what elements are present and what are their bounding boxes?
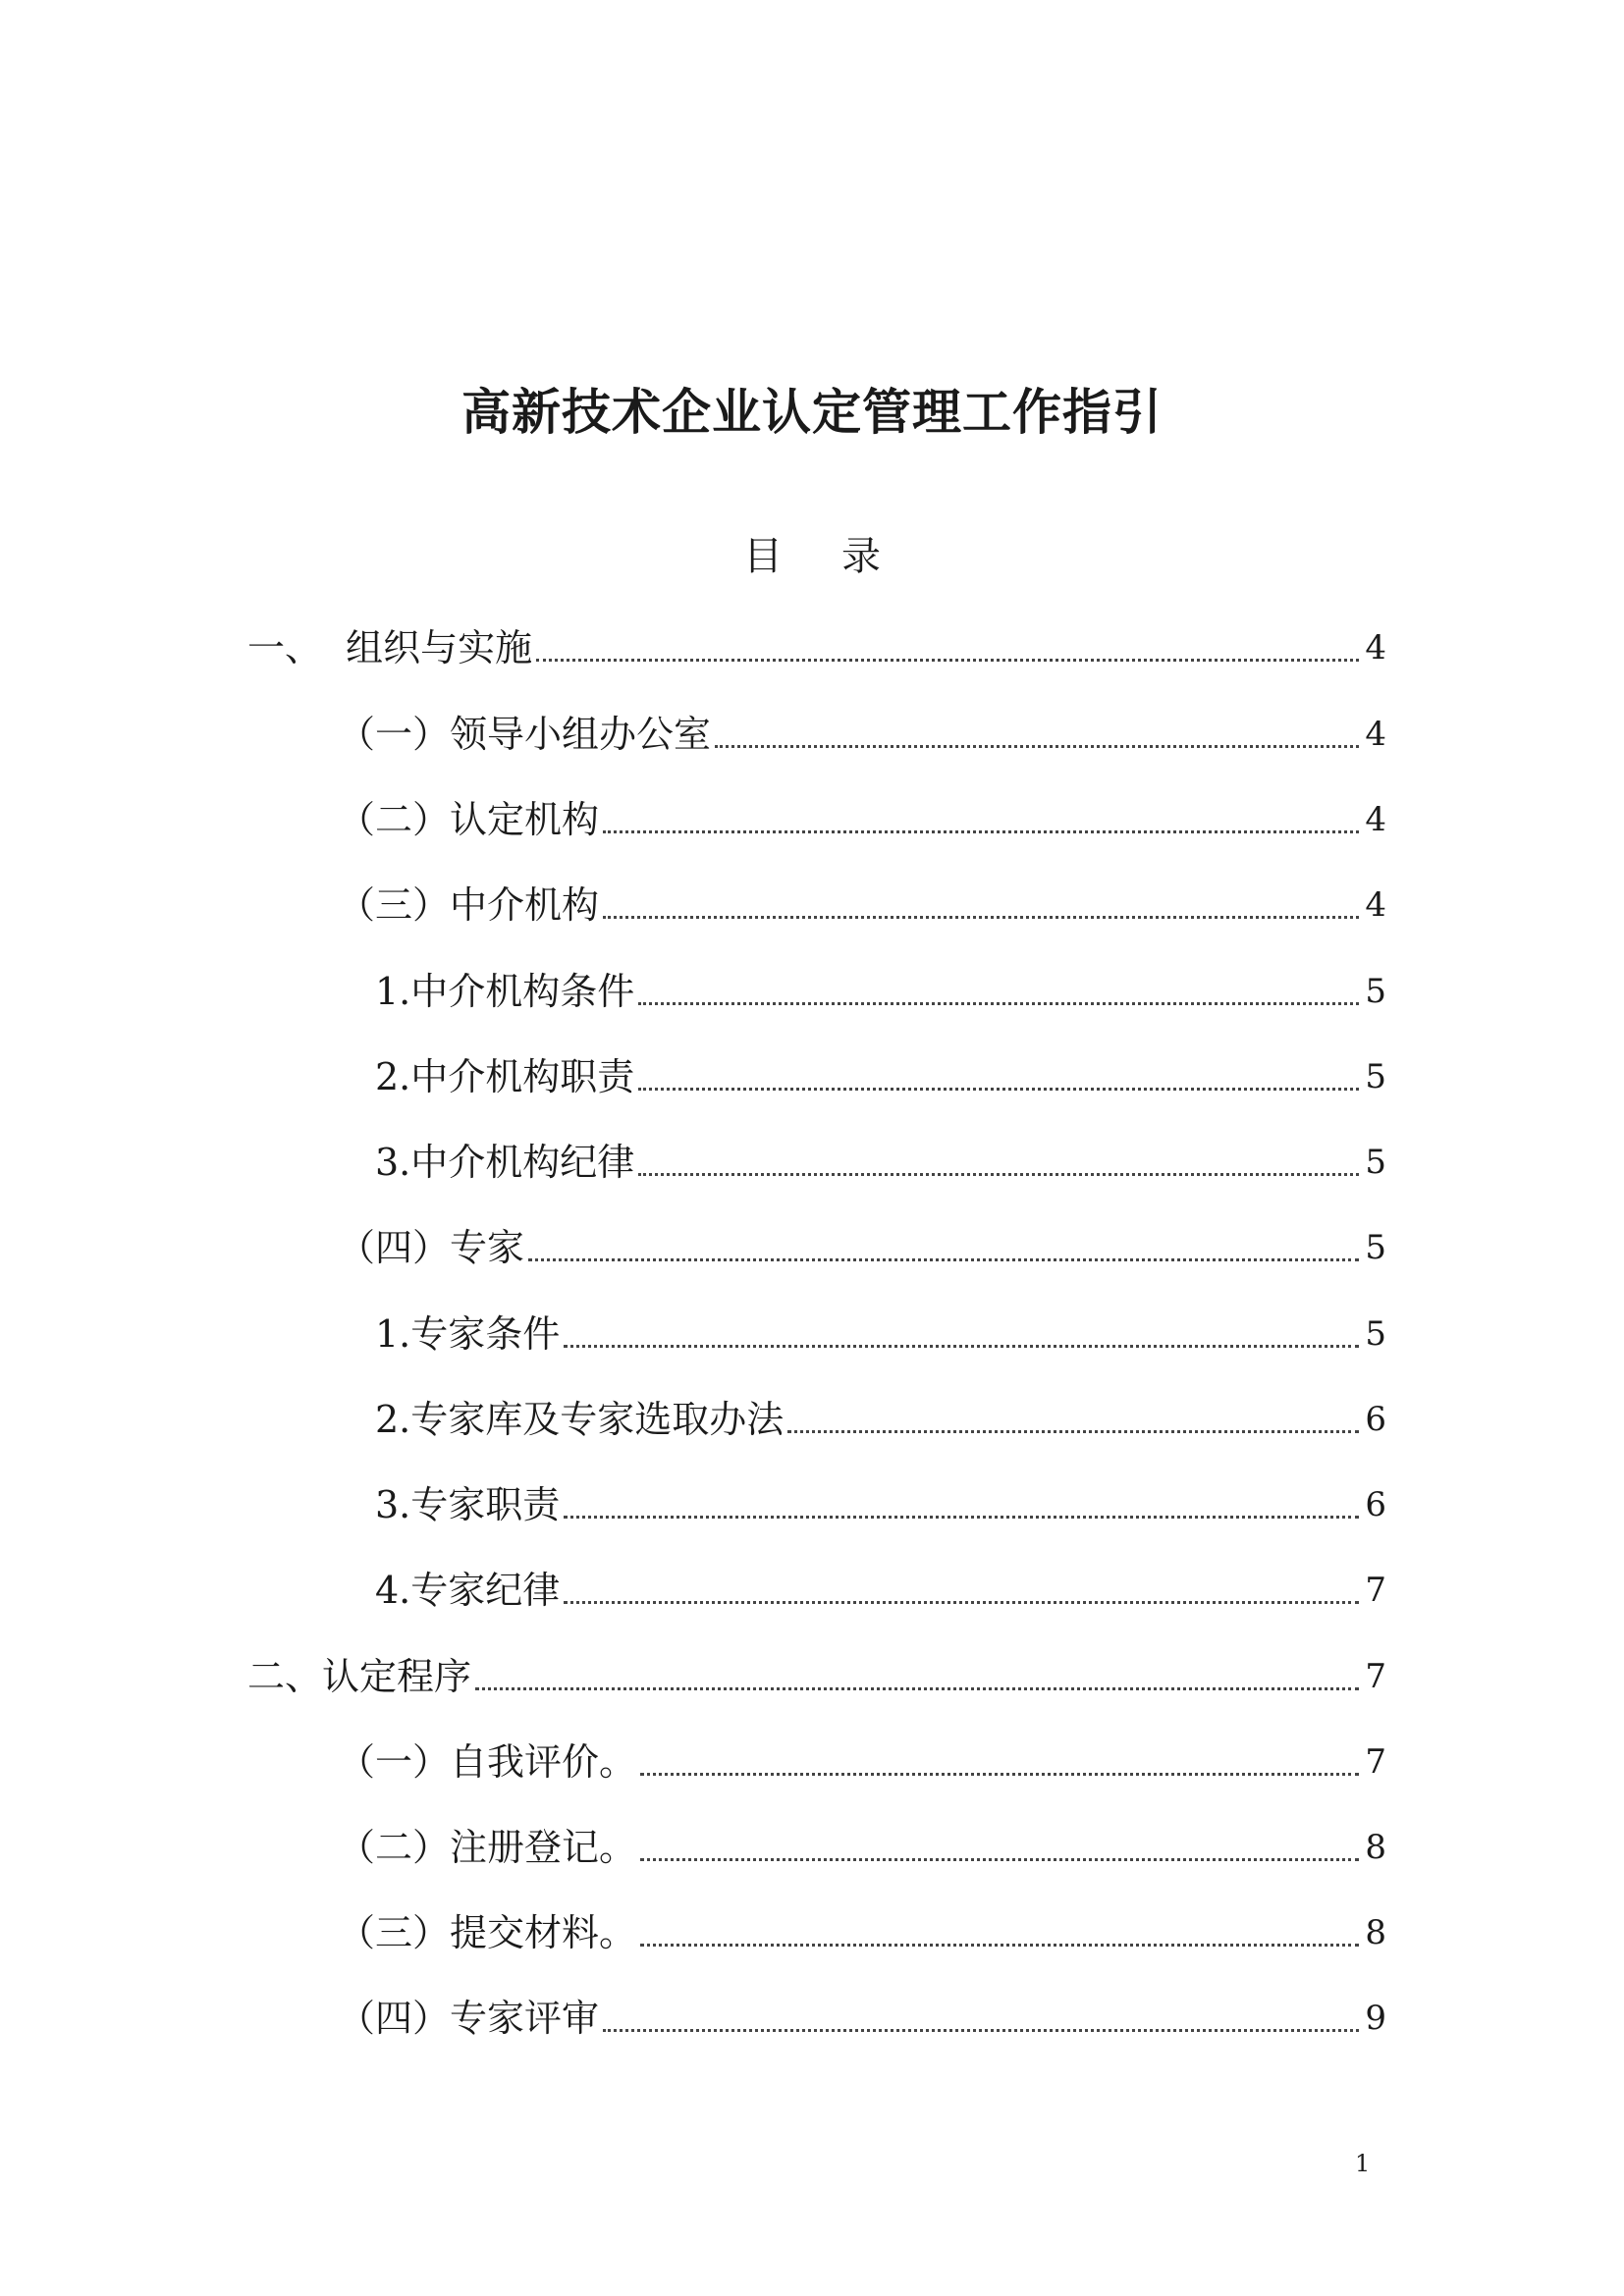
toc-entry-page: 4	[1365, 885, 1386, 925]
toc-entry-page: 4	[1365, 628, 1386, 667]
toc-entry-page: 6	[1365, 1485, 1386, 1524]
toc-entry[interactable]	[375, 1135, 1386, 1190]
toc-leader-dots	[475, 1687, 1359, 1690]
toc-leader-dots	[603, 2029, 1359, 2032]
toc-entry-page: 5	[1365, 1143, 1386, 1182]
toc-leader-dots	[603, 916, 1359, 919]
toc-entry-page: 5	[1365, 1314, 1386, 1354]
toc-leader-dots	[564, 1601, 1359, 1604]
page-number: 1	[1355, 2150, 1371, 2177]
toc-entry-page: 7	[1365, 1742, 1386, 1782]
toc-entry[interactable]	[338, 792, 1386, 847]
toc-entry-label: （四）专家	[338, 1226, 525, 1269]
toc-leader-dots	[787, 1430, 1359, 1433]
toc-leader-dots	[536, 659, 1359, 662]
toc-entry-label: 4.专家纪律	[375, 1569, 561, 1612]
toc-entry-label: （三）提交材料。	[338, 1911, 637, 1954]
toc-entry[interactable]	[338, 1905, 1386, 1960]
toc-entry-page: 9	[1365, 1999, 1386, 2038]
toc-entry-page: 4	[1365, 715, 1386, 754]
toc-leader-dots	[640, 1944, 1359, 1947]
toc-entry-page: 5	[1365, 972, 1386, 1011]
toc-heading-left: 目	[743, 534, 783, 579]
toc-entry-label: （二）注册登记。	[338, 1826, 637, 1869]
toc-entry-label: 2.专家库及专家选取办法	[375, 1398, 785, 1441]
toc-entry-label: 3.中介机构纪律	[375, 1141, 635, 1184]
toc-leader-dots	[715, 745, 1359, 748]
toc-entry[interactable]	[247, 620, 1386, 675]
toc-entry-label: 组织与实施	[346, 626, 533, 669]
toc-entry-label: （四）专家评审	[338, 1997, 600, 2040]
toc-leader-dots	[603, 830, 1359, 833]
toc-leader-dots	[564, 1345, 1359, 1348]
toc-entry-label: （一）自我评价。	[338, 1740, 637, 1784]
document-title: 高新技术企业认定管理工作指引	[461, 383, 1163, 441]
toc-entry[interactable]	[375, 1477, 1386, 1532]
toc-entry-page: 6	[1365, 1400, 1386, 1439]
toc-entry[interactable]	[338, 1991, 1386, 2046]
toc-entry[interactable]	[375, 1049, 1386, 1104]
toc-entry-label: 3.专家职责	[375, 1483, 561, 1526]
toc-entry-label: （二）认定机构	[338, 798, 600, 841]
toc-entry-label: 2.中介机构职责	[375, 1055, 635, 1098]
toc-entry-page: 4	[1365, 800, 1386, 839]
toc-entry-label: 1.专家条件	[375, 1312, 561, 1356]
toc-entry[interactable]	[375, 1563, 1386, 1618]
toc-entry-label: （一）领导小组办公室	[338, 713, 712, 756]
toc-leader-dots	[638, 1173, 1359, 1176]
toc-leader-dots	[528, 1258, 1359, 1261]
toc-entry-page: 5	[1365, 1057, 1386, 1096]
toc-leader-dots	[638, 1002, 1359, 1005]
toc-leader-dots	[640, 1858, 1359, 1861]
toc-entry[interactable]	[338, 707, 1386, 762]
toc-entry-page: 7	[1365, 1571, 1386, 1610]
toc-entry[interactable]	[338, 1220, 1386, 1275]
toc-entry[interactable]	[338, 1735, 1386, 1789]
toc-entry[interactable]	[247, 1649, 1386, 1704]
toc-entry-page: 8	[1365, 1913, 1386, 1952]
toc-entry-label: （三）中介机构	[338, 883, 600, 927]
toc-leader-dots	[564, 1516, 1359, 1519]
toc-leader-dots	[640, 1773, 1359, 1776]
toc-entry-page: 7	[1365, 1657, 1386, 1696]
toc-entry[interactable]	[375, 1307, 1386, 1362]
toc-entry-number: 一、	[247, 626, 347, 669]
toc-entry[interactable]	[338, 1820, 1386, 1875]
toc-entry[interactable]	[375, 964, 1386, 1019]
toc-entry-page: 5	[1365, 1228, 1386, 1267]
toc-entry-label: 二、认定程序	[247, 1655, 472, 1698]
toc-entry[interactable]	[375, 1392, 1386, 1447]
toc-leader-dots	[638, 1088, 1359, 1091]
toc-entry-label: 1.中介机构条件	[375, 970, 635, 1013]
toc-entry-page: 8	[1365, 1828, 1386, 1867]
toc-heading-right: 录	[841, 534, 881, 579]
toc-entry[interactable]	[338, 878, 1386, 933]
